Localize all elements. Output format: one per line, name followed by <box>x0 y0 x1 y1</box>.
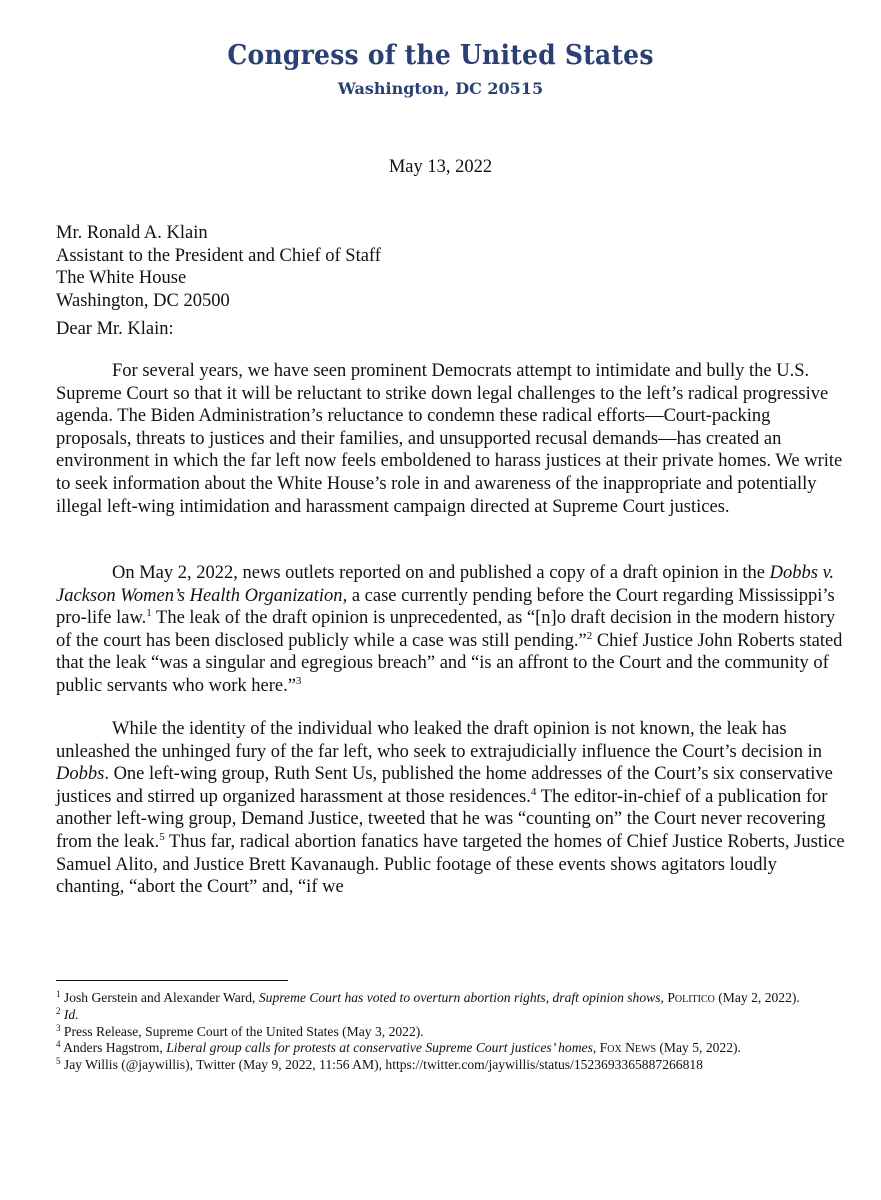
footnote-publisher: Politico <box>667 990 715 1005</box>
p2-text-b: , a case currently pending before the Court regarding Mississippi’s pro-life law. <box>56 585 835 629</box>
letterhead <box>0 40 881 98</box>
footnote-text: , <box>660 990 668 1005</box>
footnote-number: 4 <box>56 1039 61 1050</box>
recipient-title: Assistant to the President and Chief of Staff <box>56 245 381 266</box>
paragraph-3 <box>56 718 846 899</box>
paragraph-1 <box>56 360 846 518</box>
letterhead-title: Congress of the United States <box>227 40 654 71</box>
p3-text-c: The editor-in-chief of a publication for another left-wing group, Demand Justice, tweeted that he was “counting on” the Court never recovering from the leak. <box>56 786 828 852</box>
footnote-ref-3[interactable]: 3 <box>295 674 302 687</box>
case-name: Dobbs v. Jackson Women’s Health Organization <box>56 563 835 606</box>
footnote-date: (May 2, 2022). <box>714 990 800 1005</box>
p2-text-d: Chief Justice John Roberts stated that the leak “was a singular and egregious breach” and “is an affront to the Court and the community of public servants who work here.” <box>56 630 843 696</box>
footnote-date: (May 5, 2022). <box>656 1040 741 1056</box>
footnote <box>56 1057 806 1074</box>
p2-text-c: The leak of the draft opinion is unprecedented, as “[n]o draft decision in the modern history of the court has been disclosed publicly while a case was still pending.” <box>56 608 836 651</box>
footnote-text: , <box>592 1040 600 1056</box>
footnote <box>56 990 806 1007</box>
letterhead-address: Washington, DC 20515 <box>337 79 544 98</box>
footnote-ref-2[interactable]: 2 <box>586 629 593 642</box>
footnote-text: Anders Hagstrom, <box>60 1040 167 1056</box>
footnote <box>56 1024 806 1041</box>
footnote-title: Id. <box>63 1006 79 1022</box>
footnote-title: Liberal group calls for protests at conservative Supreme Court justices’ homes <box>166 1040 593 1056</box>
p2-text-a: On May 2, 2022, news outlets reported on and published a copy of a draft opinion in the <box>112 563 770 583</box>
recipient-org: The White House <box>56 268 187 289</box>
footnote <box>56 1007 806 1024</box>
footnote-publisher: Fox News <box>599 1040 656 1056</box>
footnote-number: 5 <box>56 1056 61 1067</box>
footnote-ref-5[interactable]: 5 <box>159 830 165 843</box>
footnote <box>56 1040 806 1057</box>
footnote-title: Supreme Court has voted to overturn abortion rights, draft opinion shows <box>258 990 661 1005</box>
footnote-text[interactable]: Jay Willis (@jaywillis), Twitter (May 9, 2022, 11:56 AM), https://twitter.com/jaywillis/status/1523693365887266818 <box>60 1057 703 1073</box>
p3-text-d: Thus far, radical abortion fanatics have targeted the homes of Chief Justice Roberts, Justice Samuel Alito, and Justice Brett Kavanaugh. Public footage of these events shows agitators loudly chanting, “abort the Court” and, “if we <box>56 831 845 898</box>
footnote-number: 3 <box>56 1022 61 1033</box>
paragraph-2 <box>56 562 846 698</box>
recipient-city: Washington, DC 20500 <box>56 290 230 311</box>
footnote-ref-4[interactable]: 4 <box>530 785 537 798</box>
footnote-number: 1 <box>56 989 61 999</box>
footnote-text: Josh Gerstein and Alexander Ward, <box>60 990 259 1005</box>
p3-text-a: While the identity of the individual who leaked the draft opinion is not known, the leak has unleashed the unhinged fury of the far left, who seek to extrajudicially influence the Court’s decision in <box>56 719 822 762</box>
footnote-text: Press Release, Supreme Court of the United States (May 3, 2022). <box>60 1023 424 1039</box>
footnotes <box>56 990 806 1074</box>
footnote-divider <box>56 980 288 981</box>
case-short-name: Dobbs <box>56 764 105 785</box>
recipient-name: Mr. Ronald A. Klain <box>56 223 208 243</box>
p3-text-b: . One left-wing group, Ruth Sent Us, published the home addresses of the Court’s six conservative justices and stirred up organized harassment at those residences. <box>56 764 833 807</box>
salutation: Dear Mr. Klain: <box>56 319 174 339</box>
paragraph-1-text: For several years, we have seen prominent Democrats attempt to intimidate and bully the U.S. Supreme Court so that it will be reluctant to strike down legal challenges to the left’s radical progressive agenda. The Biden Administration’s reluctance to condemn these radical efforts—Court-packing proposals, threats to justices and their families, and unsupported recusal demands—has created an environment in which the far left now feels emboldened to harass justices at their private homes. We write to seek information about the White House’s role in and awareness of the inappropriate and potentially illegal left-wing intimidation and harassment campaign directed at Supreme Court justices. <box>56 361 843 517</box>
letter-date: May 13, 2022 <box>388 157 493 177</box>
footnote-ref-1[interactable]: 1 <box>146 607 152 620</box>
recipient-address <box>56 222 846 312</box>
footnote-number: 2 <box>56 1005 61 1016</box>
